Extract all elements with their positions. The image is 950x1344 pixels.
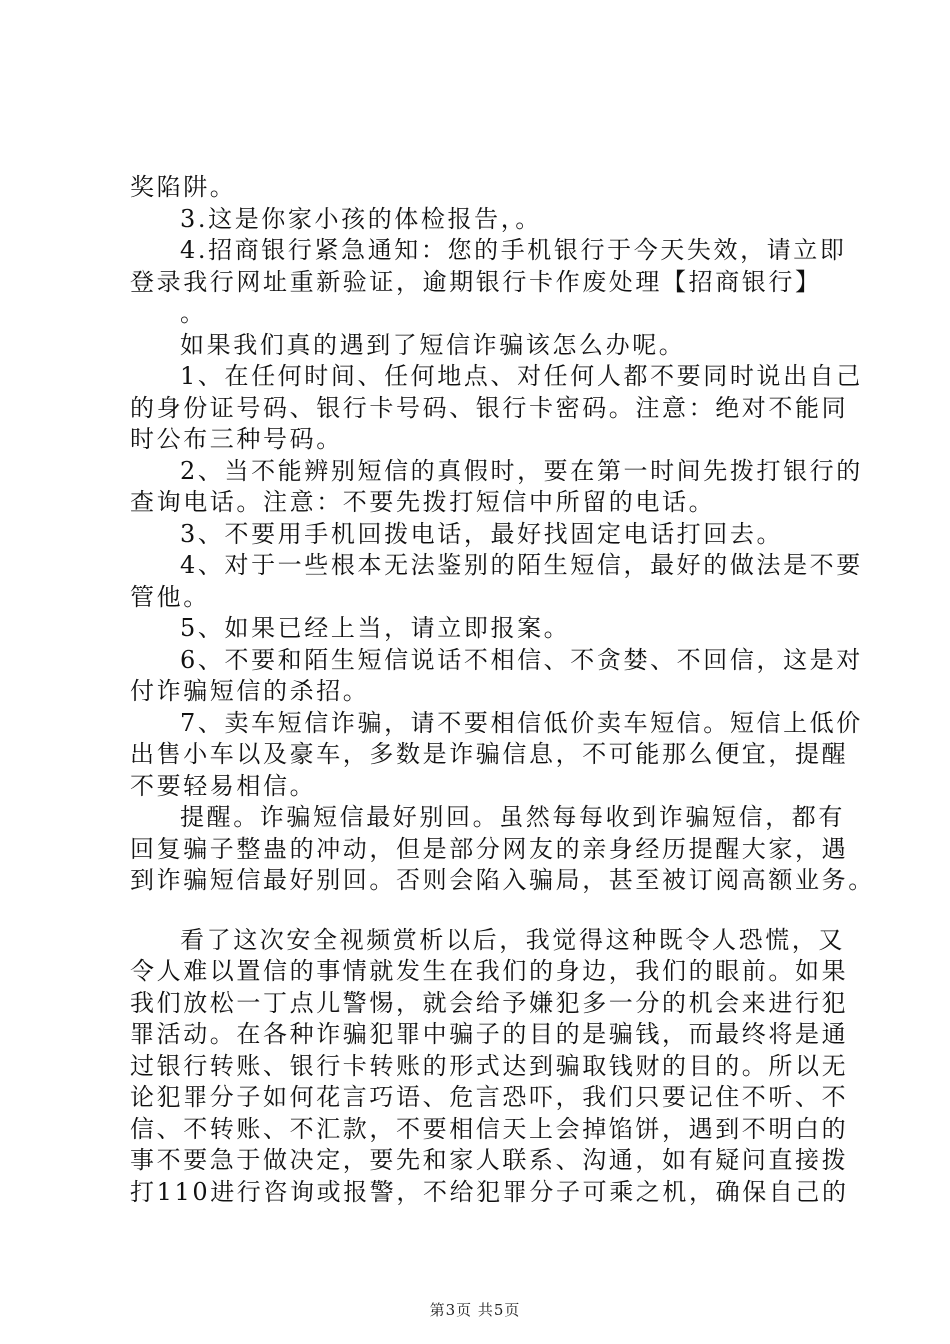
text-line: 6、不要和陌生短信说话不相信、不贪婪、不回信，这是对 xyxy=(180,645,863,674)
text-line: 的身份证号码、银行卡号码、银行卡密码。注意：绝对不能同 xyxy=(130,393,849,422)
text-line: 管他。 xyxy=(130,582,210,611)
text-line: 时公布三种号码。 xyxy=(130,425,343,453)
text-line: 。 xyxy=(180,299,207,327)
text-line: 4、对于一些根本无法鉴别的陌生短信，最好的做法是不要 xyxy=(180,551,863,579)
text-line: 到诈骗短信最好别回。否则会陷入骗局，甚至被订阅高额业务。 xyxy=(130,866,875,894)
text-line: 过银行转账、银行卡转账的形式达到骗取钱财的目的。所以无 xyxy=(130,1051,849,1080)
text-line: 登录我行网址重新验证，逾期银行卡作废处理【招商银行】 xyxy=(130,267,822,296)
text-line: 我们放松一丁点儿警惕，就会给予嫌犯多一分的机会来进行犯 xyxy=(130,988,849,1017)
text-line: 回复骗子整蛊的冲动，但是部分网友的亲身经历提醒大家，遇 xyxy=(130,834,849,863)
text-line: 令人难以置信的事情就发生在我们的身边，我们的眼前。如果 xyxy=(130,957,849,985)
text-line: 查询电话。注意：不要先拨打短信中所留的电话。 xyxy=(130,488,716,516)
text-line: 付诈骗短信的杀招。 xyxy=(130,677,370,705)
page-footer xyxy=(0,1300,950,1320)
text-line: 罪活动。在各种诈骗犯罪中骗子的目的是骗钱，而最终将是通 xyxy=(130,1020,849,1048)
text-line: 3.这是你家小孩的体检报告，。 xyxy=(180,204,542,233)
text-line: 1、在任何时间、任何地点、对任何人都不要同时说出自己 xyxy=(180,362,863,390)
text-line: 不要轻易相信。 xyxy=(130,771,317,800)
text-line: 3、不要用手机回拨电话，最好找固定电话打回去。 xyxy=(180,519,784,548)
text-line: 提醒。诈骗短信最好别回。虽然每每收到诈骗短信，都有 xyxy=(180,803,845,831)
text-line: 如果我们真的遇到了短信诈骗该怎么办呢。 xyxy=(180,330,686,359)
text-line: 7、卖车短信诈骗，请不要相信低价卖车短信。短信上低价 xyxy=(180,708,863,737)
paragraph-gap xyxy=(130,897,835,925)
text-line: 打110进行咨询或报警，不给犯罪分子可乘之机，确保自己的 xyxy=(130,1177,849,1206)
text-line: 4.招商银行紧急通知：您的手机银行于今天失效，请立即 xyxy=(180,236,847,264)
text-line: 信、不转账、不汇款，不要相信天上会掉馅饼，遇到不明白的 xyxy=(130,1114,849,1143)
page-number-label: 第3页 共5页 xyxy=(429,1301,521,1319)
text-line: 事不要急于做决定，要先和家人联系、沟通，如有疑问直接拨 xyxy=(130,1146,849,1174)
text-line: 2、当不能辨别短信的真假时，要在第一时间先拨打银行的 xyxy=(180,456,863,485)
text-line: 看了这次安全视频赏析以后，我觉得这种既令人恐慌，又 xyxy=(180,925,845,954)
text-line: 5、如果已经上当，请立即报案。 xyxy=(180,614,571,642)
text-line: 出售小车以及豪车，多数是诈骗信息，不可能那么便宜，提醒 xyxy=(130,740,849,768)
text-line: 论犯罪分子如何花言巧语、危言恐吓，我们只要记住不听、不 xyxy=(130,1083,849,1111)
text-line: 奖陷阱。 xyxy=(130,173,237,201)
document-body xyxy=(130,172,875,1208)
